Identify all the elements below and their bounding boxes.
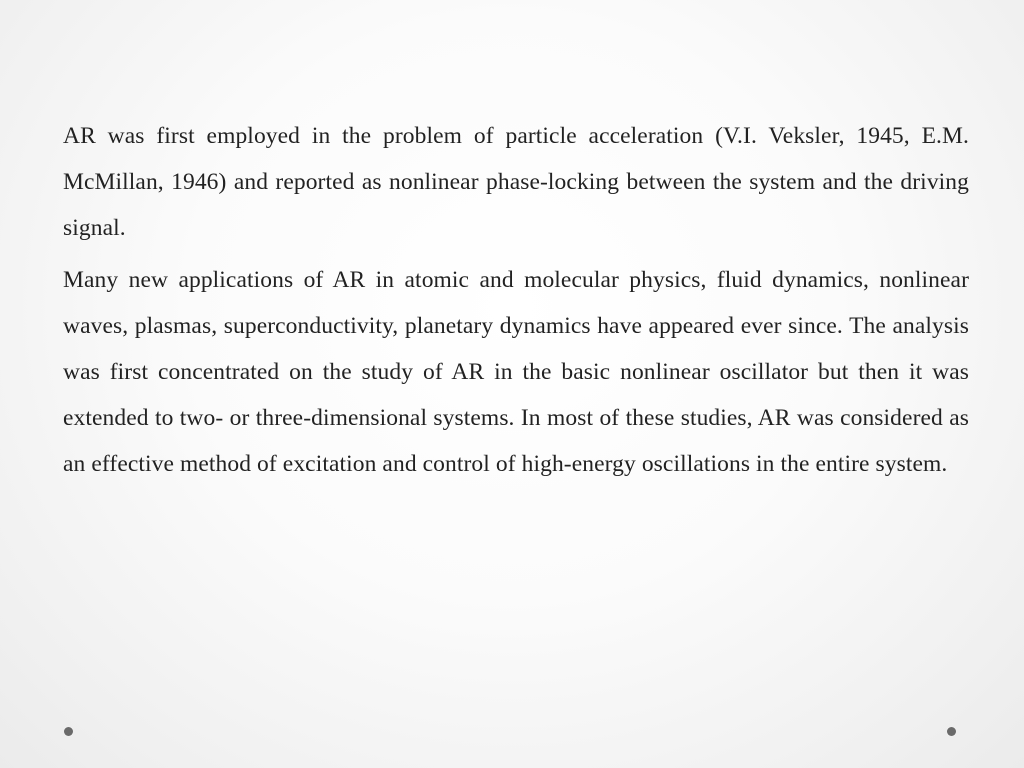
paragraph-2: Many new applications of AR in atomic and molecular physics, fluid dynamics, nonlinear waves, plasmas, superconductivity, planetary dynamics have appeared ever since. The analysis was first concentrated on the study of AR in the basic nonlinear oscillator but then it was extended to two- or three-dimensional systems. In most of these studies, AR was considered as an effective method of excitation and control of high-energy oscillations in the entire system. [63,267,969,477]
slide-body [63,113,969,487]
decorative-dot-right [947,727,956,736]
paragraph-1: AR was first employed in the problem of particle acceleration (V.I. Veksler, 1945, E.M. McMillan, 1946) and reported as nonlinear phase-locking between the system and the driving signal. [63,123,969,241]
decorative-dot-left [64,727,73,736]
